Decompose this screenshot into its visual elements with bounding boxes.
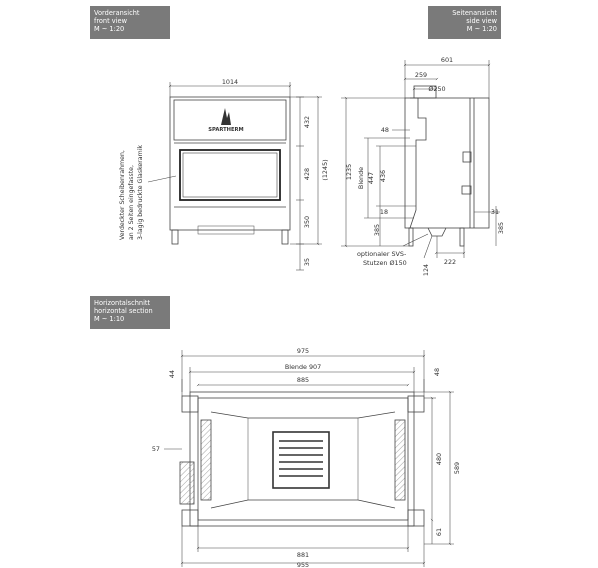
front-left-foot	[172, 230, 178, 244]
section-body	[180, 392, 424, 526]
section-44-label: 44	[168, 369, 176, 379]
section-975-label: 975	[296, 347, 310, 355]
side-222-label: 222	[443, 258, 457, 266]
section-589-label: 589	[453, 461, 461, 475]
grate-bars	[279, 441, 323, 476]
front-outline	[170, 97, 290, 230]
side-385-label: 385	[373, 223, 381, 237]
front-view-label-de: Vorderansicht	[94, 9, 140, 17]
horizontal-section-label-de: Horizontalschnitt	[94, 299, 151, 307]
section-right-wall	[395, 420, 405, 500]
section-907-label: Blende 907	[284, 363, 322, 371]
front-note	[119, 145, 176, 240]
side-flue-label: Ø250	[428, 85, 446, 93]
horizontal-section-drawing	[152, 347, 461, 568]
front-view-label-en: front view	[94, 17, 127, 26]
front-note-line3: 3-lagig bedruckte Glaskeramik	[137, 145, 144, 240]
side-18-label: 18	[379, 208, 389, 216]
side-offset-label: 259	[414, 71, 428, 79]
horizontal-section-label-en: horizontal section	[94, 307, 153, 316]
front-dim-labels	[222, 78, 329, 266]
side-view-label-de: Seitenansicht	[452, 9, 497, 17]
section-955-label: 955	[296, 561, 310, 568]
side-385r-label: 385	[497, 221, 505, 235]
front-foot-label: 35	[303, 257, 311, 267]
front-right-foot	[282, 230, 288, 244]
side-svs-leader	[403, 234, 428, 246]
side-124-leader	[424, 236, 432, 258]
section-corner-br	[408, 510, 424, 526]
front-view-drawing	[119, 78, 329, 270]
front-note-line2: an 2 Seiten eingefasste,	[128, 165, 135, 240]
front-top-label: 432	[303, 115, 311, 129]
front-note-leader	[148, 176, 176, 182]
section-57-label: 57	[151, 445, 160, 453]
section-inner-frame	[198, 398, 408, 520]
side-blende-label: Blende	[357, 166, 365, 190]
section-outer-frame	[190, 392, 414, 526]
side-height-label: 1235	[345, 163, 353, 181]
front-view-scale: M ~ 1:20	[94, 25, 125, 34]
front-width-label: 1014	[221, 78, 239, 86]
front-glass-frame	[180, 150, 280, 200]
front-note-line1: Verdeckter Scheibenrahmen,	[119, 150, 126, 240]
side-view-label-en: side view	[466, 17, 497, 26]
section-480-label: 480	[435, 452, 443, 466]
side-436-label: 436	[379, 169, 387, 183]
side-svs-note-1: optionaler SVS-	[357, 250, 407, 258]
brand-logo	[208, 108, 243, 133]
side-foot-rear	[460, 228, 464, 246]
section-885-label: 885	[296, 376, 310, 384]
section-side-stub	[180, 462, 194, 504]
front-overall-label: (1245)	[321, 159, 329, 181]
side-depth-label: 601	[440, 56, 454, 64]
side-front-profile	[410, 98, 426, 228]
side-48-label: 48	[380, 126, 389, 134]
flame-icon	[221, 108, 231, 125]
front-lower-label: 350	[303, 215, 311, 229]
section-corner-tr	[408, 396, 424, 412]
horizontal-section-scale: M ~ 1:10	[94, 315, 125, 324]
side-svs-note-2: Stutzen Ø150	[363, 259, 407, 267]
side-view-drawing	[341, 56, 505, 276]
section-left-wall	[201, 420, 211, 500]
section-881-label: 881	[296, 551, 310, 559]
section-48-label: 48	[433, 367, 441, 377]
section-61-label: 61	[435, 527, 443, 537]
section-front-glass-line	[211, 500, 395, 508]
side-447-label: 447	[367, 171, 375, 185]
side-svs-stub	[428, 228, 446, 236]
side-124-label: 124	[422, 263, 430, 277]
side-view-scale: M ~ 1:20	[466, 25, 497, 34]
side-view-body	[405, 86, 489, 246]
side-31-label: 31	[490, 208, 500, 216]
section-rear-firebrick	[211, 412, 395, 418]
front-glass-label: 428	[303, 167, 311, 181]
front-glass	[183, 153, 277, 197]
side-foot-front	[409, 228, 413, 246]
brand-name: SPARTHERM	[208, 127, 244, 133]
section-grate	[273, 432, 329, 488]
front-dimensions	[170, 82, 322, 270]
